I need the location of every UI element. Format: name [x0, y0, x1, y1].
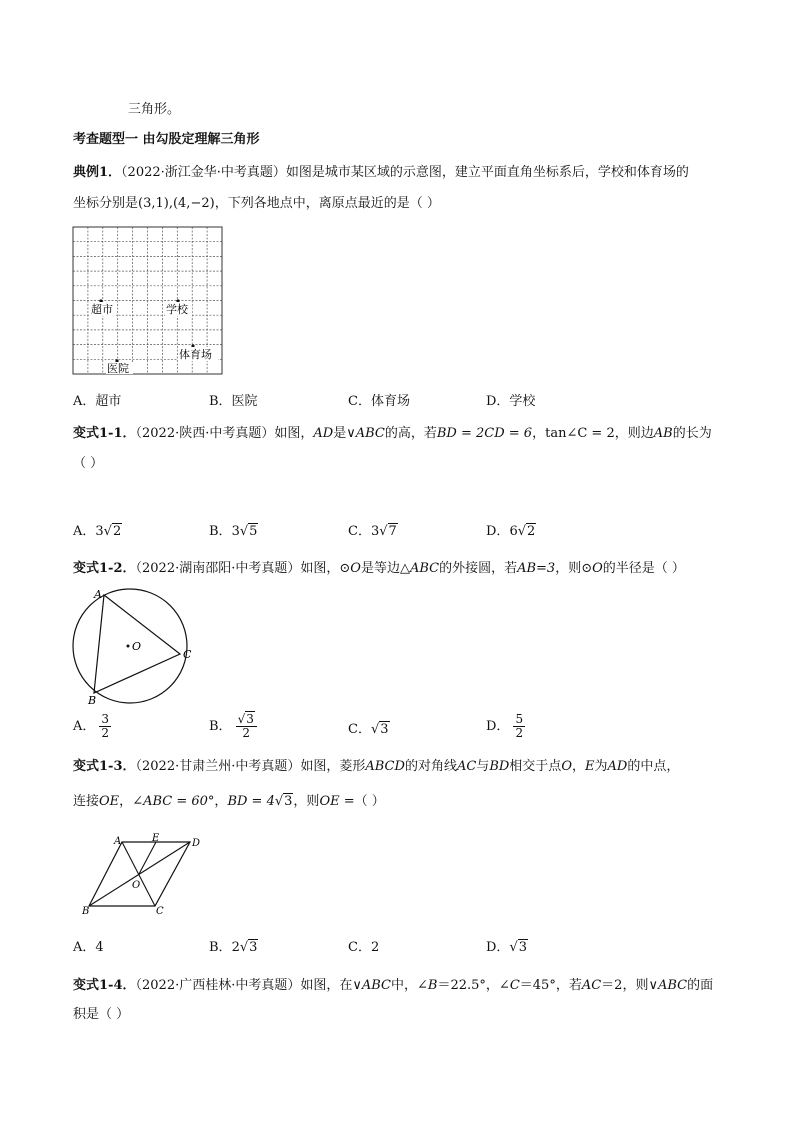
variant1-3-text: 相交于点 [509, 759, 562, 774]
option-letter: B． [209, 719, 232, 734]
variant1-3-option-d[interactable]: D．√3 [486, 940, 528, 955]
variant1-3-option-a[interactable]: A．4 [73, 940, 104, 955]
equation-bd: BD = 2CD = 6 [436, 426, 533, 441]
rhombus-figure [80, 832, 205, 916]
variant1-2-text: ，则⊙ [555, 561, 593, 576]
variant1-4-line2: 积是（ ） [73, 1007, 130, 1022]
equation-bd: BD = 4 [227, 794, 275, 809]
option-letter: A． [73, 719, 96, 734]
segment-bd: BD [489, 759, 510, 774]
label-b: B [82, 906, 90, 916]
fraction [236, 713, 257, 740]
variant1-4-label: 变式1-4． [73, 978, 136, 993]
example1-option-b[interactable]: B．医院 [209, 394, 258, 409]
fraction-denominator: 2 [515, 726, 524, 740]
variant1-3-text: 与 [476, 759, 490, 774]
variant1-1-text: 的高，若 [384, 426, 437, 441]
option-letter: B． [209, 940, 232, 955]
example1-option-a[interactable]: A．超市 [73, 394, 122, 409]
circumcircle-figure [68, 584, 198, 708]
variant1-2-option-b[interactable] [209, 713, 257, 740]
variant1-1-option-a[interactable]: A．3√2 [73, 524, 122, 539]
variant1-4-text: 如图，在∨ [300, 978, 362, 993]
variant1-1-option-d[interactable]: D．6√2 [486, 524, 536, 539]
option-letter: A． [73, 524, 96, 539]
city-map-grid [72, 226, 224, 376]
example1-text1: 如图是城市某区域的示意图，建立平面直角坐标系后，学校和体育场的 [285, 165, 689, 180]
variant1-2-label: 变式1-2． [73, 561, 136, 576]
angle-b: B [427, 978, 438, 993]
stadium-label: 体育场 [179, 348, 212, 361]
variant1-1-line1 [73, 425, 712, 443]
variant1-3-option-c[interactable]: C．2 [348, 940, 380, 955]
variant1-3-source: （2022·甘肃兰州·中考真题） [135, 759, 301, 774]
variant1-3-label: 变式1-3． [73, 759, 136, 774]
hospital-label: 医院 [107, 362, 129, 375]
variant1-1-label: 变式1-1． [73, 426, 136, 441]
example1-option-c[interactable]: C．体育场 [348, 394, 410, 409]
angle-c: C [509, 978, 520, 993]
label-e: E [152, 833, 160, 844]
variant1-4-text: ＝2，则∨ [601, 978, 658, 993]
triangle-abc: ABC [409, 561, 440, 576]
label-d: D [192, 838, 201, 849]
label-a: A [114, 836, 122, 847]
option-coef: 3 [370, 524, 380, 539]
variant1-2-text: 的半径是（ ） [602, 561, 685, 576]
option-coef: 2 [231, 940, 240, 955]
variant1-4-text: ＝22.5°，∠ [437, 978, 510, 993]
variant1-4-source: （2022·广西桂林·中考真题） [135, 978, 301, 993]
label-c: C [183, 648, 192, 661]
variant1-3-text: 的中点， [627, 759, 680, 774]
variant1-2-text: 如图，⊙ [300, 561, 351, 576]
point-o: O [561, 759, 572, 774]
label-b: B [88, 694, 97, 707]
school-label: 学校 [166, 303, 188, 316]
variant1-3-text: 如图，菱形 [300, 759, 366, 774]
label-c: C [156, 906, 164, 916]
fraction-denominator: 2 [242, 726, 251, 740]
example1-label: 典例1． [73, 165, 122, 180]
triangle-abc: ABC [657, 978, 688, 993]
option-radicand: 5 [249, 524, 258, 539]
option-coef: 3 [95, 524, 104, 539]
segment-ad: AD [607, 759, 628, 774]
variant1-1-option-b[interactable]: B．3√5 [209, 524, 258, 539]
section-title: 考查题型一 由勾股定理解三角形 [73, 132, 260, 147]
rhombus-abcd: ABCD [365, 759, 405, 774]
fraction [513, 713, 525, 740]
variant1-3-text: 的对角线 [404, 759, 457, 774]
segment-ab: AB [653, 426, 673, 441]
variant1-3-text: 连接 [73, 794, 100, 809]
option-radicand: 7 [388, 524, 397, 539]
option-letter: D． [486, 719, 510, 734]
variant1-2-option-c[interactable]: C．√3 [348, 722, 389, 737]
example1-option-d[interactable]: D．学校 [486, 394, 536, 409]
segment-oe: OE [99, 794, 120, 809]
center-o-point [127, 645, 130, 648]
option-radicand: 3 [249, 940, 258, 955]
variant1-1-option-c[interactable]: C．3√7 [348, 524, 397, 539]
variant1-3-text: ， [214, 794, 228, 809]
option-letter: B． [209, 524, 232, 539]
circle-o: O [350, 561, 361, 576]
variant1-2-line1 [73, 560, 685, 578]
variant1-1-text: 如图， [274, 426, 314, 441]
variant1-2-option-a[interactable] [73, 713, 111, 740]
label-o: O [132, 880, 141, 891]
variant1-3-text: ，则 [293, 794, 320, 809]
option-letter: C． [348, 722, 371, 737]
bd-radicand: 3 [284, 794, 293, 809]
variant1-3-option-b[interactable]: B．2√3 [209, 940, 258, 955]
fraction-numerator: √3 [236, 713, 257, 727]
variant1-3-text: ， [119, 794, 133, 809]
variant1-4-line1 [73, 977, 713, 995]
equation-oe: OE = [319, 794, 355, 809]
option-coef: 3 [231, 524, 240, 539]
example1-line1 [73, 164, 689, 182]
example1-source: （2022·浙江金华·中考真题） [121, 165, 286, 180]
fraction-denominator: 2 [101, 726, 110, 740]
fraction-numerator: 5 [515, 712, 524, 726]
angle-abc: ∠ABC = 60° [132, 794, 215, 809]
option-letter: D． [486, 940, 510, 955]
variant1-4-text: ＝45°，若 [519, 978, 582, 993]
option-coef: 6 [509, 524, 518, 539]
option-radicand: 3 [518, 940, 528, 955]
option-letter: D． [486, 524, 510, 539]
equation-ab: AB=3 [517, 561, 556, 576]
example1-text3: ，下列各地点中，离原点最近的是（ ） [214, 196, 440, 211]
variant1-3-text: 为 [594, 759, 608, 774]
example1-coords: (3,1),(4,−2) [138, 196, 215, 211]
variant1-1-text: 的长为 [672, 426, 712, 441]
variant1-3-text: （ ） [354, 794, 385, 809]
variant1-1-source: （2022·陕西·中考真题） [135, 426, 275, 441]
variant1-2-option-d[interactable] [486, 713, 525, 740]
variant1-1-text: 是 [333, 426, 347, 441]
option-letter: C． [348, 524, 371, 539]
option-radicand: 3 [246, 712, 254, 726]
continuation-text: 三角形。 [128, 102, 181, 117]
triangle-abc: ∨ABC [346, 426, 385, 441]
fraction [99, 713, 111, 740]
variant1-2-text: 的外接圆，若 [439, 561, 518, 576]
variant1-2-source: （2022·湖南邵阳·中考真题） [135, 561, 301, 576]
example1-text2: 坐标分别是 [73, 196, 139, 211]
variant1-1-text: ，则边 [614, 426, 654, 441]
variant1-1-paren: （ ） [73, 456, 104, 471]
example1-line2 [73, 195, 440, 213]
point-e: E [585, 759, 595, 774]
segment-ac: AC [581, 978, 602, 993]
variant1-4-text: 的面 [687, 978, 714, 993]
equation-tan: tan∠C = 2 [545, 426, 615, 441]
option-radicand: 2 [112, 524, 122, 539]
segment-ad: AD [313, 426, 334, 441]
supermarket-label: 超市 [91, 303, 113, 316]
variant1-4-text: 中，∠ [391, 978, 428, 993]
label-a: A [94, 588, 102, 601]
label-o: O [132, 640, 142, 653]
option-radicand: 2 [527, 524, 536, 539]
variant1-3-line1 [73, 758, 679, 776]
segment-ac: AC [456, 759, 477, 774]
fraction-numerator: 3 [101, 712, 110, 726]
option-radicand: 3 [380, 722, 389, 737]
variant1-2-text: 是等边△ [360, 561, 410, 576]
triangle-abc: ABC [361, 978, 392, 993]
variant1-3-line2: 连接OE，∠ABC = 60°，BD = 4√3，则OE =（ ） [73, 794, 385, 809]
circle-o: O [592, 561, 603, 576]
variant1-3-text: ， [571, 759, 585, 774]
variant1-1-text: ， [532, 426, 546, 441]
